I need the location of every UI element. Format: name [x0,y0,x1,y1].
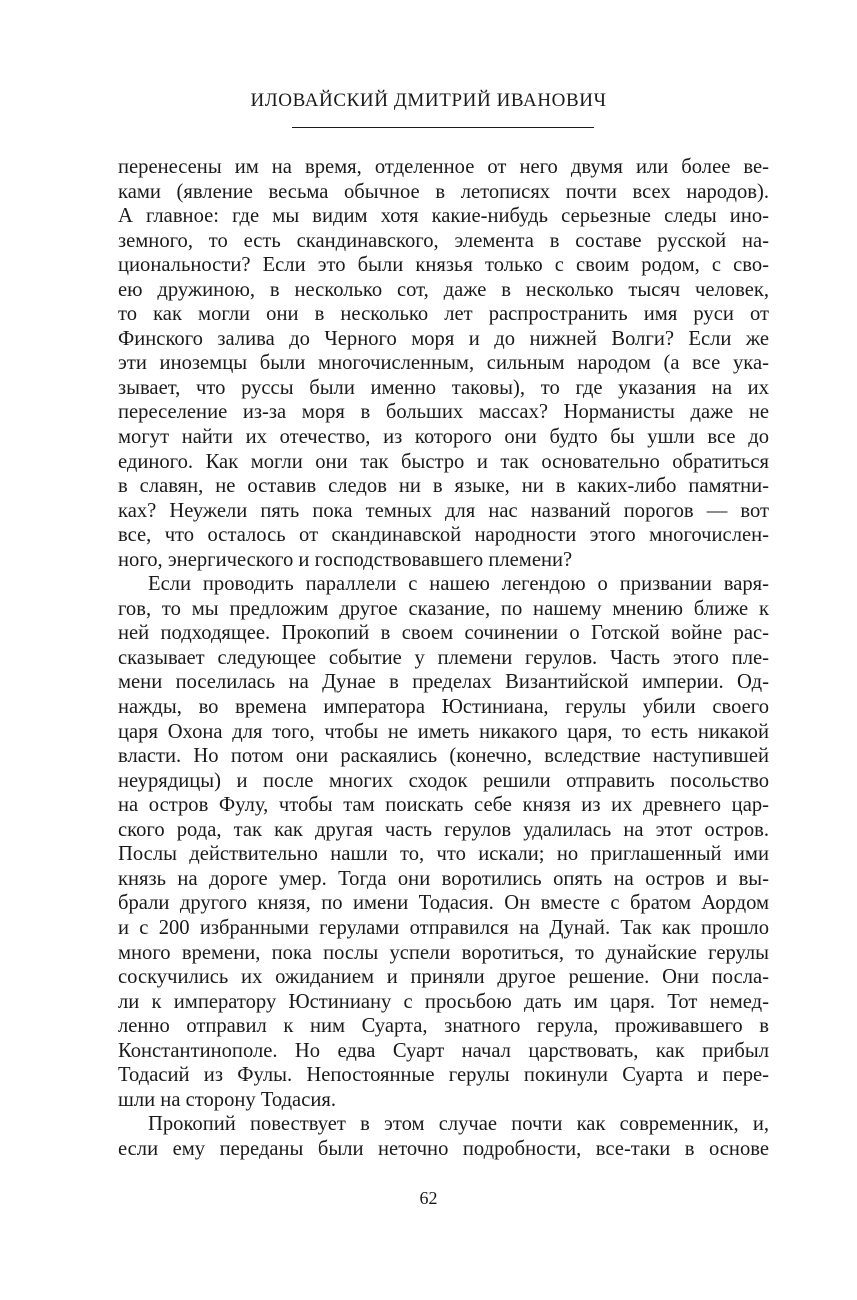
running-title: ИЛОВАЙСКИЙ ДМИТРИЙ ИВАНОВИЧ [250,90,607,111]
text-line: на остров Фулу, чтобы там поискать себе князя из их древнего цар- [118,794,769,817]
text-line: перенесены им на время, отделенное от него двумя или более ве- [118,156,769,178]
text-line: ней подходящее. Прокопий в своем сочинении о Готской войне рас- [118,622,769,645]
text-line: могут найти их отечество, из которого они будто бы ушли все до [118,426,769,449]
text-line: единого. Как могли они так быстро и так основательно обратиться [118,450,769,473]
text-line: неурядицы) и после многих сходок решили отправить посольство [118,769,769,792]
text-line: ею дружиною, в несколько сот, даже в несколько тысяч человек, [118,278,769,301]
text-line: А главное: где мы видим хотя какие-нибудь серьезные следы ино- [118,205,769,228]
text-line: царя Охона для того, чтобы не иметь никакого царя, то есть никакой [118,720,769,743]
text-line: земного, то есть скандинавского, элемента в составе русской на- [118,229,769,252]
text-line: Финского залива до Черного моря и до нижней Волги? Если же [118,327,769,350]
text-line: все, что осталось от скандинавской народности этого многочислен- [118,524,769,547]
text-line: гов, то мы предложим другое сказание, по нашему мнению ближе к [118,597,769,620]
text-line: Послы действительно нашли то, что искали; но приглашенный ими [118,843,769,866]
text-line: много времени, пока послы успели воротиться, то дунайские герулы [118,941,769,964]
text-line: Если проводить параллели с нашею легендою о призвании варя- [148,573,769,596]
text-line: ленно отправил к ним Суарта, знатного герула, проживавшего в [118,1015,769,1038]
text-line: сказывает следующее событие у племени герулов. Часть этого пле- [118,646,769,669]
text-line: и с 200 избранными герулами отправился на Дунай. Так как прошло [118,916,769,939]
text-line: в славян, не оставив следов ни в языке, ни в каких-либо памятни- [118,475,769,498]
text-line: власти. Но потом они раскаялись (конечно, вследствие наступившей [118,745,769,768]
text-line: ками (явление весьма обычное в летописях почти всех народов). [118,180,769,203]
header-rule [292,127,594,128]
text-line: соскучились их ожиданием и приняли другое решение. Они посла- [118,966,769,989]
text-line: ского рода, так как другая часть герулов удалилась на этот остров. [118,818,769,841]
text-line: брали другого князя, по имени Тодасия. Он вместе с братом Аордом [118,892,769,915]
text-line: если ему переданы были неточно подробности, все-таки в основе [118,1137,769,1160]
text-line: мени поселилась на Дунае в пределах Византийской империи. Од- [118,671,769,694]
text-line: Прокопий повествует в этом случае почти как современник, и, [148,1113,769,1136]
body-text [118,155,769,1161]
text-line: ках? Неужели пять пока темных для нас названий порогов — вот [118,499,769,522]
text-line: циональности? Если это были князья только с своим родом, с сво- [118,254,769,277]
text-line: Тодасий из Фулы. Непостоянные герулы покинули Суарта и пере- [118,1064,769,1087]
text-line: нажды, во времена императора Юстиниана, герулы убили своего [118,696,769,719]
page-number: 62 [419,1188,438,1208]
text-line: князь на дороге умер. Тогда они воротились опять на остров и вы- [118,867,769,890]
text-line: переселение из-за моря в больших массах? Норманисты даже не [118,401,769,424]
text-line: то как могли они в несколько лет распространить имя руси от [118,303,769,326]
text-line: эти иноземцы были многочисленным, сильным народом (а все ука- [118,352,769,375]
text-line: ного, энергического и господствовавшего племени? [118,548,573,571]
text-line: Константинополе. Но едва Суарт начал царствовать, как прибыл [118,1039,769,1062]
text-line: зывает, что руссы были именно таковы), то где указания на их [118,376,769,399]
text-line: шли на сторону Тодасия. [118,1088,336,1111]
text-line: ли к императору Юстиниану с просьбою дать им царя. Тот немед- [118,990,769,1013]
